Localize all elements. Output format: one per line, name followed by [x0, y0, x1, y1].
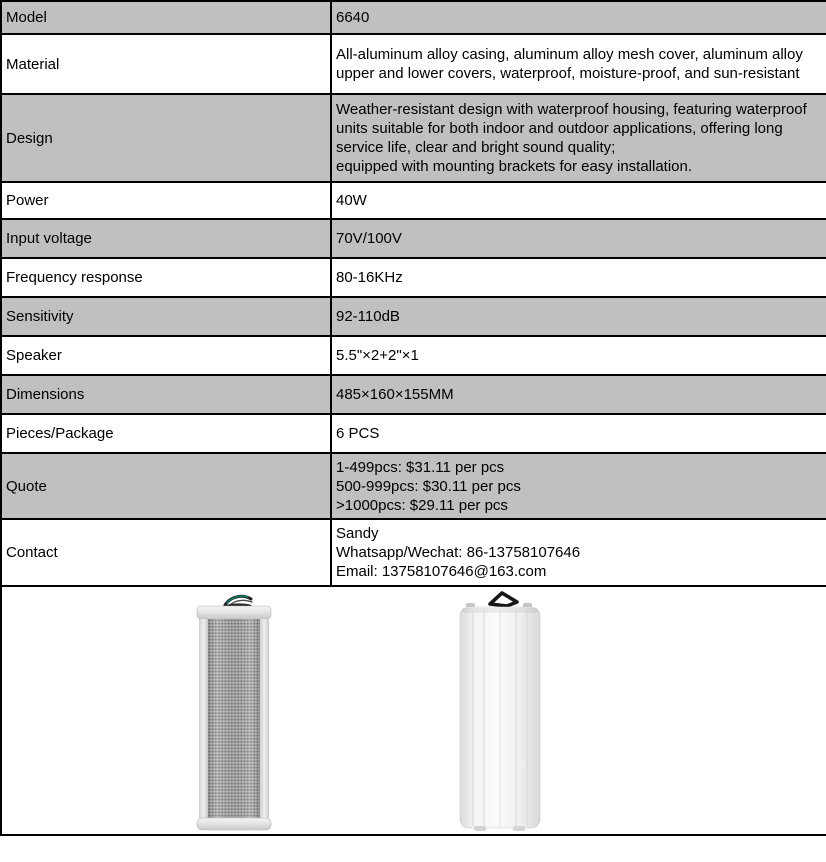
spec-value — [331, 519, 826, 586]
spec-value: 6640 — [331, 1, 826, 34]
contact-email: Email: 13758107646@163.com — [336, 563, 547, 580]
spec-value-line: Weather-resistant design with waterproof housing, featuring waterproof units suitable for both indoor and outdoor applications, offering long service life, clear and bright sound quality; — [336, 101, 807, 156]
table-row — [1, 94, 826, 182]
contact-name: Sandy — [336, 525, 379, 542]
spec-label: Frequency response — [1, 258, 331, 297]
spec-label: Speaker — [1, 336, 331, 375]
table-row — [1, 1, 826, 34]
spec-label: Model — [1, 1, 331, 34]
speaker-back-photo — [457, 590, 543, 832]
spec-label: Material — [1, 34, 331, 94]
spec-label: Pieces/Package — [1, 414, 331, 453]
table-row — [1, 34, 826, 94]
spec-label: Input voltage — [1, 219, 331, 258]
table-row-images — [1, 586, 826, 835]
spec-label: Power — [1, 182, 331, 219]
spec-label: Quote — [1, 453, 331, 519]
spec-label: Sensitivity — [1, 297, 331, 336]
table-row — [1, 182, 826, 219]
product-images — [6, 589, 820, 832]
quote-tier: 1-499pcs: $31.11 per pcs — [336, 458, 505, 476]
table-row — [1, 336, 826, 375]
table-row — [1, 375, 826, 414]
table-row — [1, 414, 826, 453]
quote-tier: 500-999pcs: $30.11 per pcs — [336, 477, 521, 495]
spec-value-line: equipped with mounting brackets for easy installation. — [336, 158, 693, 175]
spec-value: 80-16KHz — [331, 258, 826, 297]
spec-value: 92-110dB — [331, 297, 826, 336]
table-row — [1, 297, 826, 336]
spec-value: 5.5"×2+2"×1 — [331, 336, 826, 375]
spec-label: Design — [1, 94, 331, 182]
spec-value: 40W — [331, 182, 826, 219]
hanging-bracket — [490, 593, 517, 606]
spec-value: 6 PCS — [331, 414, 826, 453]
table-row — [1, 519, 826, 586]
table-row — [1, 258, 826, 297]
table-row — [1, 219, 826, 258]
spec-value: 70V/100V — [331, 219, 826, 258]
contact-whatsapp: Whatsapp/Wechat: 86-13758107646 — [336, 544, 581, 561]
spec-label: Dimensions — [1, 375, 331, 414]
spec-label: Contact — [1, 519, 331, 586]
spec-value — [331, 94, 826, 182]
product-images-cell — [1, 586, 826, 835]
table-row — [1, 453, 826, 519]
spec-value — [331, 453, 826, 519]
spec-value: All-aluminum alloy casing, aluminum alloy mesh cover, aluminum alloy upper and lower covers, waterproof, moisture-proof, and sun-resistant — [331, 34, 826, 94]
spec-value: 485×160×155MM — [331, 375, 826, 414]
quote-tier: >1000pcs: $29.11 per pcs — [336, 496, 508, 514]
speaker-front-photo — [195, 590, 273, 832]
